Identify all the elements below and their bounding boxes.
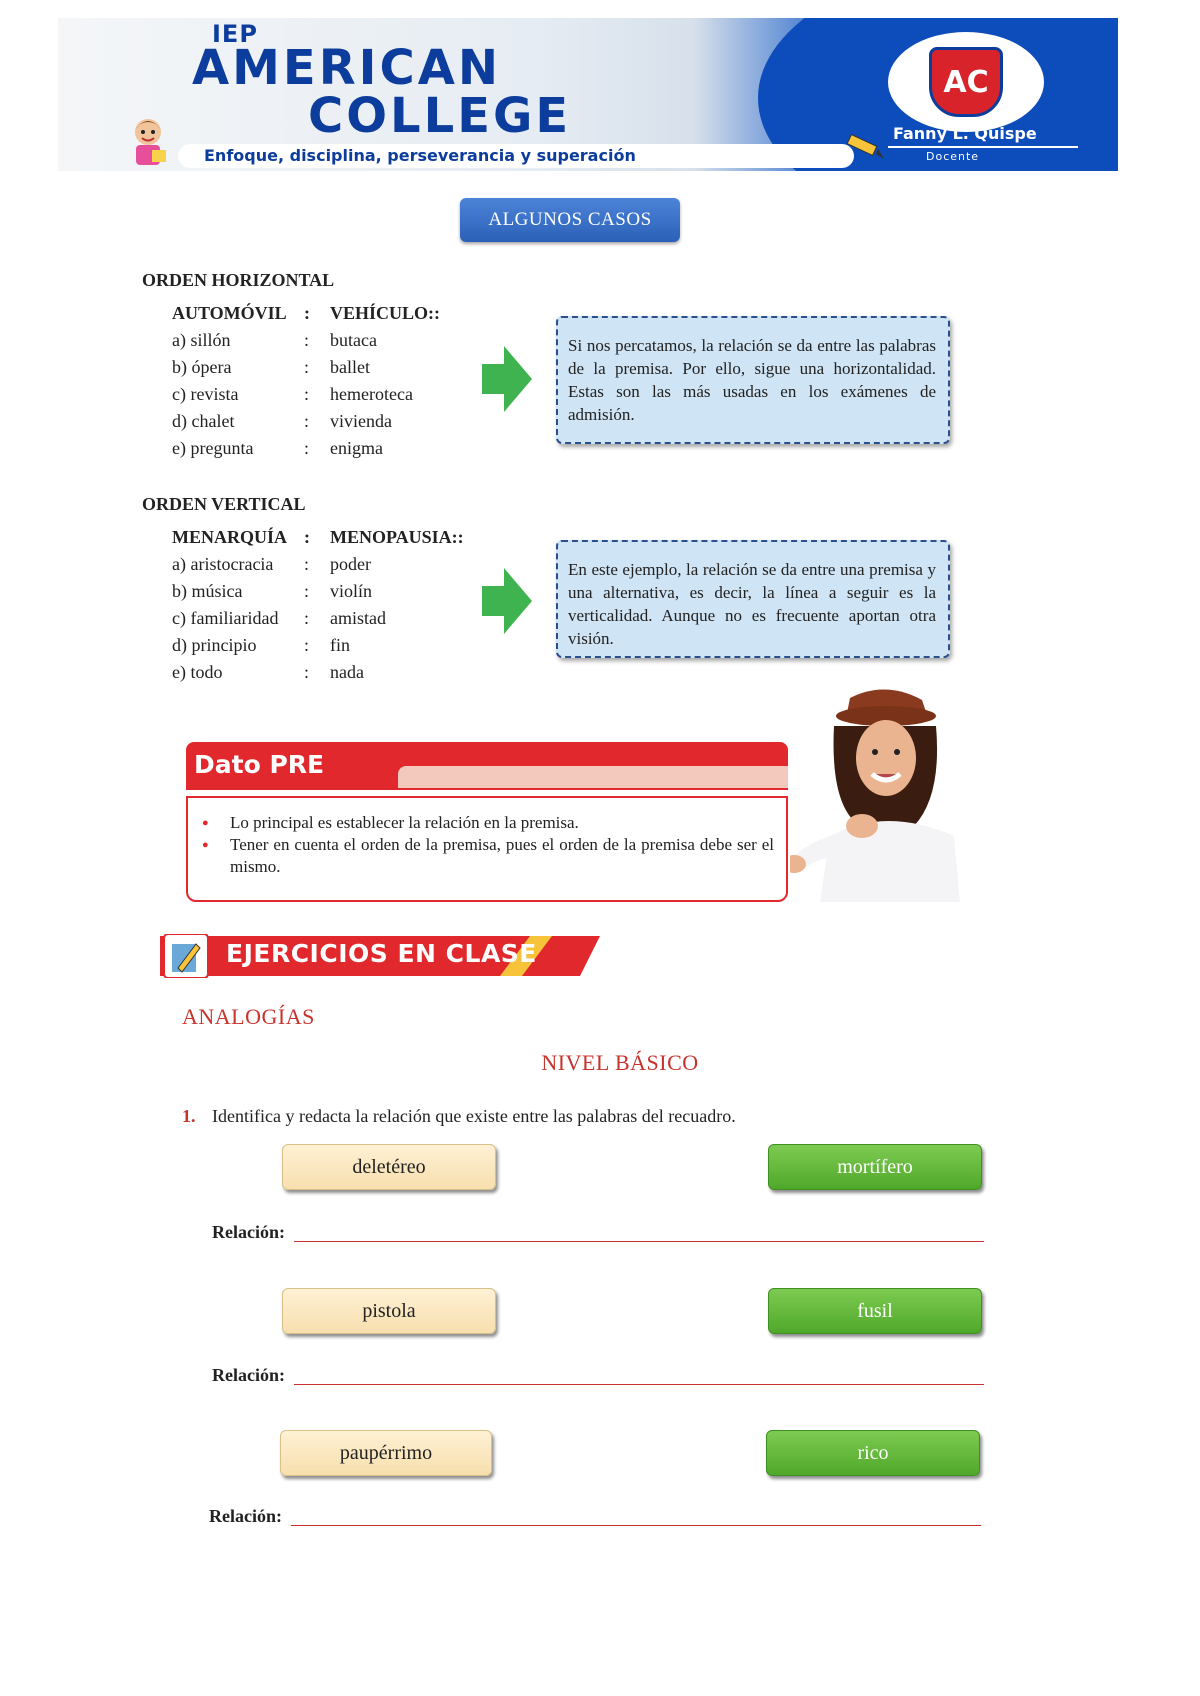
option-right: hemeroteca — [330, 384, 413, 404]
option-right: butaca — [330, 330, 377, 350]
vertical-note-box: En este ejemplo, la relación se da entre una premisa y una alternativa, es decir, la línea a seguir es la verticalidad. Aunque no es frecuente aportan otra visión. — [556, 540, 950, 658]
dato-pre-body — [186, 796, 788, 902]
option-row — [172, 381, 472, 408]
dato-pre-title: Dato PRE — [194, 750, 325, 779]
dato-pre-header — [186, 742, 788, 790]
option-separator: : — [304, 608, 310, 628]
word-box-right: rico — [766, 1430, 980, 1476]
dato-pre-header-strip — [398, 766, 788, 788]
teacher-role: Docente — [926, 150, 980, 163]
option-right: nada — [330, 662, 364, 682]
option-left: c) familiaridad — [172, 608, 279, 628]
option-left: e) todo — [172, 662, 223, 682]
question-text: Identifica y redacta la relación que existe entre las palabras del recuadro. — [212, 1106, 736, 1126]
dato-pre-bullet: ● Lo principal es establecer la relación en la premisa. — [230, 812, 774, 834]
horizontal-premise-right: VEHÍCULO:: — [330, 303, 441, 323]
option-row — [172, 632, 472, 659]
level-title: NIVEL BÁSICO — [541, 1050, 699, 1075]
horizontal-title: ORDEN HORIZONTAL — [142, 270, 335, 290]
option-row — [172, 354, 472, 381]
algunos-casos-button: ALGUNOS CASOS — [460, 198, 680, 242]
pencil-icon — [842, 130, 886, 160]
student-mascot-icon — [126, 116, 170, 168]
option-separator: : — [304, 438, 310, 458]
option-left: d) chalet — [172, 411, 235, 431]
option-separator: : — [304, 581, 310, 601]
word-box-left: paupérrimo — [280, 1430, 492, 1476]
option-left: d) principio — [172, 635, 257, 655]
option-row — [172, 435, 472, 462]
option-left: e) pregunta — [172, 438, 254, 458]
relation-answer-line[interactable] — [291, 1525, 981, 1526]
relation-answer-line[interactable] — [294, 1241, 984, 1242]
relation-label: Relación: — [212, 1365, 285, 1385]
horizontal-note-box: Si nos percatamos, la relación se da entre las palabras de la premisa. Por ello, sigue una horizontalidad. Estas son las más usadas en los exámenes de admisión. — [556, 316, 950, 444]
option-right: poder — [330, 554, 371, 574]
option-separator: : — [304, 662, 310, 682]
banner-iep: IEP — [212, 20, 258, 48]
word-box-right: fusil — [768, 1288, 982, 1334]
option-separator: : — [304, 554, 310, 574]
teacher-name: Fanny L. Quispe — [893, 124, 1037, 143]
option-row — [172, 605, 472, 632]
option-right: violín — [330, 581, 373, 601]
relation-label: Relación: — [212, 1222, 285, 1242]
vertical-analogy-list — [172, 524, 472, 686]
green-arrow-right-icon — [482, 346, 532, 412]
logo-shield: AC — [929, 47, 1003, 117]
vertical-title: ORDEN VERTICAL — [142, 494, 306, 514]
pointing-girl-illustration — [790, 686, 970, 902]
option-row — [172, 551, 472, 578]
option-left: a) aristocracia — [172, 554, 274, 574]
banner-motto: Enfoque, disciplina, perseverancia y superación — [178, 144, 854, 168]
vertical-premise-row — [172, 524, 472, 551]
school-logo — [888, 32, 1044, 132]
green-arrow-right-icon — [482, 568, 532, 634]
vertical-premise-right: MENOPAUSIA:: — [330, 527, 464, 547]
option-row — [172, 659, 472, 686]
horizontal-premise-row — [172, 300, 472, 327]
option-left: a) sillón — [172, 330, 231, 350]
option-separator: : — [304, 635, 310, 655]
question-number: 1. — [182, 1106, 196, 1126]
option-left: b) ópera — [172, 357, 232, 377]
word-box-left: deletéreo — [282, 1144, 496, 1190]
section-title-analogias: ANALOGÍAS — [182, 1004, 315, 1029]
banner-school-line1: AMERICAN — [192, 40, 502, 96]
option-separator: : — [304, 357, 310, 377]
ejercicios-banner-text: EJERCICIOS EN CLASE — [226, 939, 537, 968]
option-right: amistad — [330, 608, 386, 628]
premise-separator: : — [304, 303, 310, 323]
option-left: c) revista — [172, 384, 239, 404]
word-box-right: mortífero — [768, 1144, 982, 1190]
horizontal-premise-left: AUTOMÓVIL — [172, 303, 287, 323]
option-right: enigma — [330, 438, 383, 458]
option-separator: : — [304, 411, 310, 431]
option-right: ballet — [330, 357, 370, 377]
header-banner — [58, 18, 1118, 171]
relation-answer-line[interactable] — [294, 1384, 984, 1385]
option-separator: : — [304, 330, 310, 350]
relation-label: Relación: — [209, 1506, 282, 1526]
dato-pre-list — [188, 798, 786, 878]
option-row — [172, 408, 472, 435]
dato-pre-bullet: ● Tener en cuenta el orden de la premisa, pues el orden de la premisa debe ser el mismo. — [230, 834, 774, 878]
option-row — [172, 578, 472, 605]
banner-school-line2: COLLEGE — [308, 88, 572, 144]
option-left: b) música — [172, 581, 243, 601]
word-box-left: pistola — [282, 1288, 496, 1334]
teacher-underline — [888, 146, 1078, 148]
option-row — [172, 327, 472, 354]
vertical-premise-left: MENARQUÍA — [172, 527, 287, 547]
option-right: fin — [330, 635, 350, 655]
premise-separator: : — [304, 527, 310, 547]
option-right: vivienda — [330, 411, 392, 431]
option-separator: : — [304, 384, 310, 404]
horizontal-analogy-list — [172, 300, 472, 462]
